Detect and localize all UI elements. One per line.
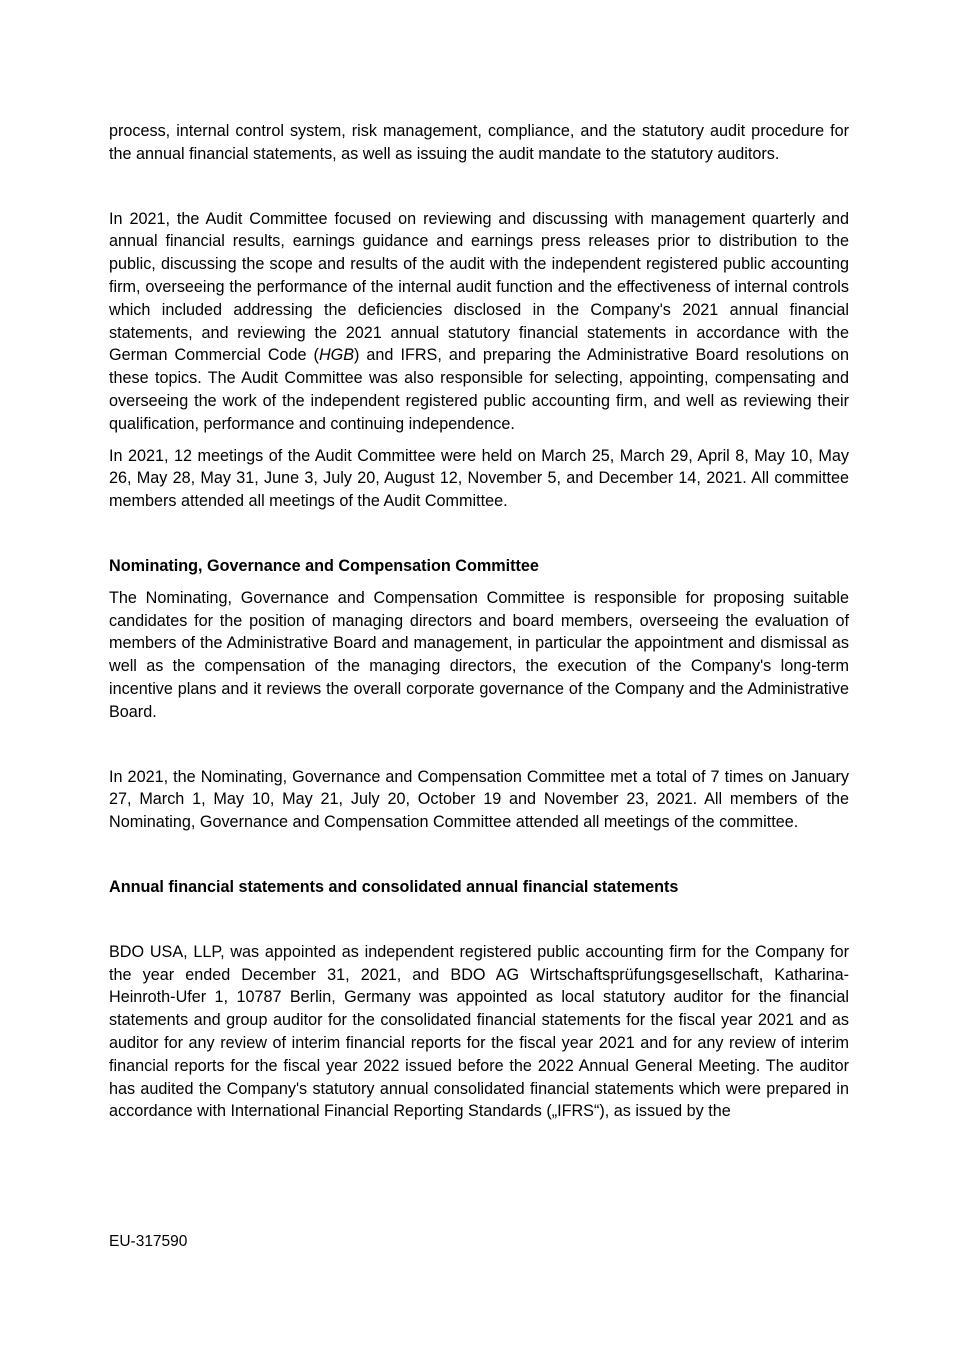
document-body — [109, 120, 849, 1123]
audit-meetings-paragraph: In 2021, 12 meetings of the Audit Committee were held on March 25, March 29, April 8, May 10, May 26, May 28, May 31, June 3, July 20, August 12, November 5, and December 14, 2021. All committee members attended all meetings of the Audit Committee. — [109, 446, 849, 511]
bdo-paragraph: BDO USA, LLP, was appointed as independent registered public accounting firm for the Company for the year ended December 31, 2021, and BDO AG Wirtschaftsprüfungsgesellschaft, Katharina- Heinroth-Ufer 1, 10787 Berlin, Germany was appointed as local statutory auditor for the financial statements and group auditor for the consolidated financial statements for the fiscal year 2021 and as auditor for any review of interim financial reports for the fiscal year 2021 and for any review of interim financial reports for the fiscal year 2022 issued before the 2022 Annual General Meeting. The auditor has audited the Company's statutory annual consolidated financial statements which were prepared in accordance with International Financial Reporting Standards („IFRS“), as issued by the — [109, 942, 849, 1121]
financial-statements-heading: Annual financial statements and consolidated annual financial statements — [109, 877, 679, 896]
audit-focus-text-start: In 2021, the Audit Committee focused on reviewing and discussing with management quarterly and annual financial results, earnings guidance and earnings press releases prior to distribution to the public, discussing the scope and results of the audit with the independent registered public accounting firm, overseeing the performance of the internal audit function and the effectiveness of internal controls which included addressing the deficiencies disclosed in the Company's 2021 annual financial statements, and reviewing the 2021 annual statutory financial statements in accordance with the German Commercial Code ( — [109, 209, 849, 365]
audit-focus-text-end: ) and IFRS, and preparing the Administrative Board resolutions on these topics. The Audit Committee was also responsible for selecting, appointing, compensating and overseeing the work of the independent registered public accounting firm, and well as reviewing their qualification, performance and continuing independence. — [109, 346, 849, 433]
ngc-description-paragraph: The Nominating, Governance and Compensation Committee is responsible for proposing suitable candidates for the position of managing directors and board members, overseeing the evaluation of members of the Administrative Board and management, in particular the appointment and dismissal as well as the compensation of the managing directors, the execution of the Company's long-term incentive plans and it reviews the overall corporate governance of the Company and the Administrative Board. — [109, 588, 849, 721]
ngc-heading: Nominating, Governance and Compensation Committee — [109, 556, 539, 575]
intro-paragraph: process, internal control system, risk management, compliance, and the statutory audit procedure for the annual financial statements, as well as issuing the audit mandate to the statutory auditors. — [109, 122, 849, 163]
audit-focus-paragraph — [109, 208, 849, 436]
ngc-meetings-paragraph: In 2021, the Nominating, Governance and Compensation Committee met a total of 7 times on January 27, March 1, May 10, May 21, July 20, October 19 and November 23, 2021. All members of the Nominating, Governance and Compensation Committee attended all meetings of the committee. — [109, 767, 849, 832]
hgb-abbreviation: HGB — [318, 346, 355, 365]
footer-document-code: EU-317590 — [109, 1233, 188, 1250]
